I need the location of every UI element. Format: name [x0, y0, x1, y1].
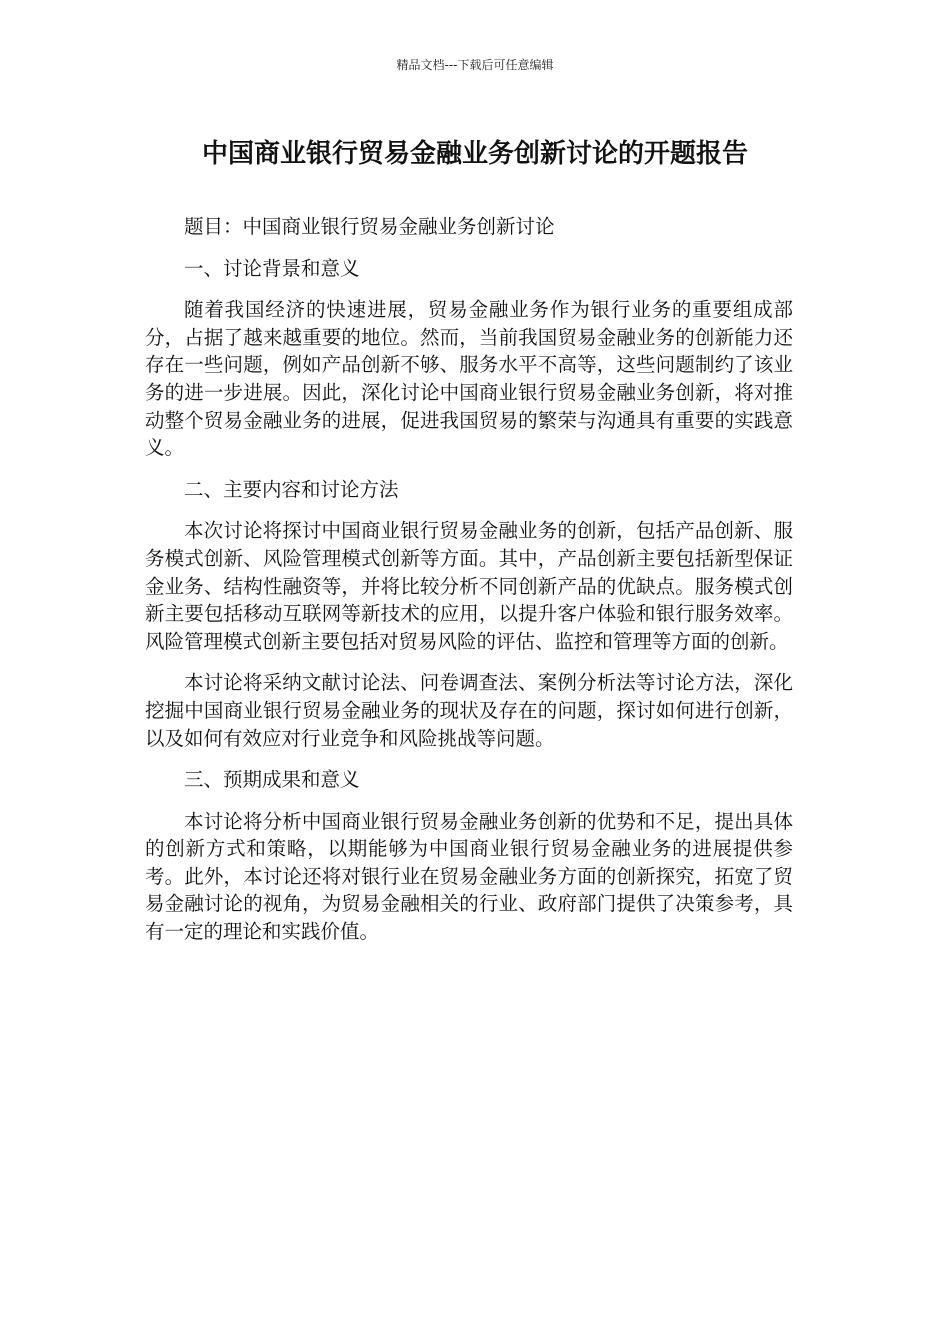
topic-line: 题目：中国商业银行贸易金融业务创新讨论	[184, 215, 555, 238]
paragraph: 本讨论将分析中国商业银行贸易金融业务创新的优势和不足，提出具体的创新方式和策略，以期能够为中国商业银行贸易金融业务的进展提供参考。此外，本讨论还将对银行业在贸易金融业务方面的创新探究，拓宽了贸易金融讨论的视角，为贸易金融相关的行业、政府部门提供了决策参考，具有一定的理论和实践价值。	[145, 809, 793, 944]
document-body	[145, 213, 793, 960]
section-heading: 三、预期成果和意义	[184, 768, 360, 792]
paragraph: 本讨论将采纳文献讨论法、问卷调查法、案例分析法等讨论方法，深化挖掘中国商业银行贸易金融业务的现状及存在的问题，探讨如何进行创新，以及如何有效应对行业竞争和风险挑战等问题。	[145, 671, 793, 750]
section-heading: 一、讨论背景和意义	[184, 256, 360, 280]
document-title: 中国商业银行贸易金融业务创新讨论的开题报告	[201, 139, 748, 169]
paragraph: 随着我国经济的快速进展，贸易金融业务作为银行业务的重要组成部分，占据了越来越重要的地位。然而，当前我国贸易金融业务的创新能力还存在一些问题，例如产品创新不够、服务水平不高等，这些问题制约了该业务的进一步进展。因此，深化讨论中国商业银行贸易金融业务创新，将对推动整个贸易金融业务的进展，促进我国贸易的繁荣与沟通具有重要的实践意义。	[145, 298, 793, 460]
header-note: 精品文档---下载后可任意编辑	[396, 58, 554, 72]
paragraph: 本次讨论将探讨中国商业银行贸易金融业务的创新，包括产品创新、服务模式创新、风险管理模式创新等方面。其中，产品创新主要包括新型保证金业务、结构性融资等，并将比较分析不同创新产品的优缺点。服务模式创新主要包括移动互联网等新技术的应用，以提升客户体验和银行服务效率。风险管理模式创新主要包括对贸易风险的评估、监控和管理等方面的创新。	[145, 519, 793, 653]
section-heading: 二、主要内容和讨论方法	[184, 477, 399, 501]
